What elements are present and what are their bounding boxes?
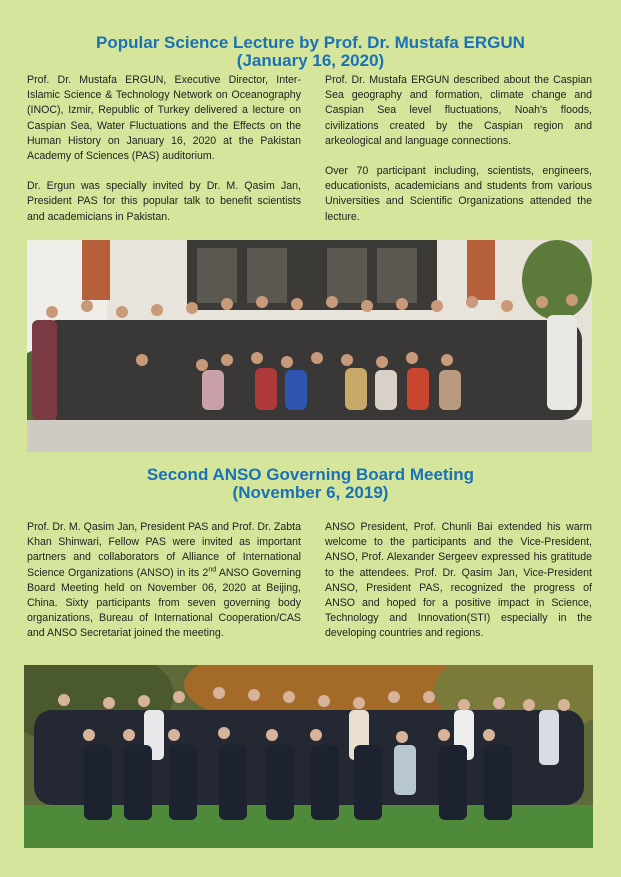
- section2-left-paragraph-part1: Prof. Dr. M. Qasim Jan, President PAS and Prof. Dr. Zabta Khan Shinwari, Fellow PAS were invited as important partners and collaborators of Alliance of International Science Organizations (ANSO) in its 2: [27, 521, 301, 579]
- section1-right-paragraph-1: Prof. Dr. Mustafa ERGUN described about the Caspian Sea geography and formation, climate change and Caspian Sea level fluctuations, Noah's floods, civilizations created by the Caspian region and arkeological and language connections.: [325, 74, 592, 147]
- section1-title: [0, 34, 621, 70]
- section1-left-paragraph-2: Dr. Ergun was specially invited by Dr. M. Qasim Jan, President PAS for this popular talk to benefit scientists and academicians in Pakistan.: [27, 180, 301, 223]
- section2-right-paragraph-1: ANSO President, Prof. Chunli Bai extended his warm welcome to the participants and the Vice-President, ANSO, Prof. Alexander Sergeev expressed his gratitude to the attendees. Prof. Dr. Qasim Jan, Vice-President ANSO, President PAS, recognized the progress of ANSO and hoped for a positive impact in Science, Technology and Innovation(STI) especially in the developing countries and regions.: [325, 521, 592, 640]
- section1-right-column: [325, 73, 592, 240]
- section2-title: [0, 466, 621, 502]
- lecture-group-photo-illustration: [27, 240, 592, 452]
- section1-title-line1: Popular Science Lecture by Prof. Dr. Mustafa ERGUN: [96, 33, 525, 52]
- section2-right-column: [325, 520, 592, 657]
- section2-title-line1: Second ANSO Governing Board Meeting: [146, 465, 475, 484]
- section2-left-column: [27, 520, 301, 657]
- lecture-group-photo: [27, 240, 592, 452]
- anso-meeting-group-photo-illustration: [24, 665, 593, 848]
- section2-left-paragraph-part2: ANSO Governing Board Meeting held on November 06, 2020 at Beijing, China. Sixty participants from seven governing body organizations, Bureau of International Cooperation/CAS and ANSO Secretariat joined the meeting.: [27, 566, 302, 640]
- section1-title-date: (January 16, 2020): [236, 51, 385, 70]
- ordinal-superscript: nd: [208, 566, 217, 574]
- section1-right-paragraph-2: Over 70 participant including, scientists, engineers, educationists, academicians and students from various Universities and Scientific Organizations attended the lecture.: [325, 165, 592, 223]
- section1-left-column: [27, 73, 301, 240]
- section1-left-paragraph-1: Prof. Dr. Mustafa ERGUN, Executive Director, Inter-Islamic Science & Technology Network on Oceanography (INOC), Izmir, Republic of Turkey delivered a lecture on Caspian Sea, Water Fluctuations and the Effects on the Human History on January 16, 2020 at the Pakistan Academy of Sciences (PAS) auditorium.: [27, 74, 301, 163]
- section2-title-date: (November 6, 2019): [232, 483, 389, 502]
- anso-meeting-group-photo: [24, 665, 593, 848]
- section2-left-paragraph-1: [27, 520, 301, 642]
